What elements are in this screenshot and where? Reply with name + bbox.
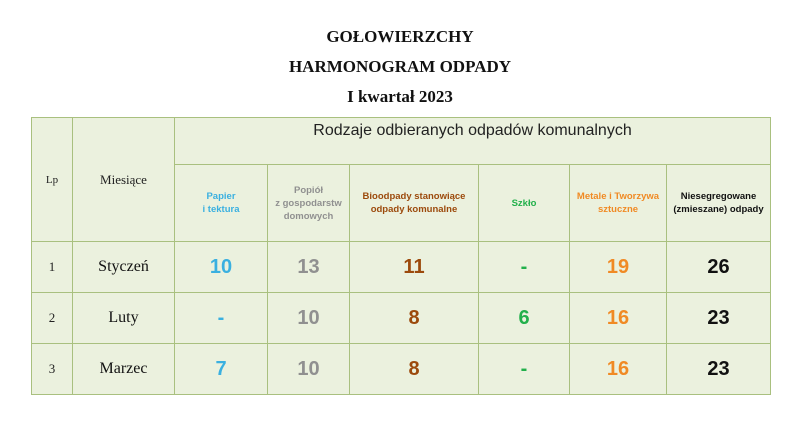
schedule-table <box>31 117 771 395</box>
category-label-line: sztuczne <box>597 204 639 215</box>
header-row-group <box>32 118 771 165</box>
lp-header: Lp <box>32 118 73 242</box>
table-row <box>32 344 771 395</box>
day-mixed: 23 <box>667 344 771 395</box>
day-metals-plastics: 19 <box>570 242 667 293</box>
day-glass: 6 <box>479 293 570 344</box>
category-label-line: Popiół <box>293 184 324 196</box>
category-label-line: Szkło <box>511 197 537 209</box>
row-number: 2 <box>32 293 73 344</box>
month-header: Miesiące <box>73 118 175 242</box>
title-schedule: HARMONOGRAM ODPADY <box>288 57 512 76</box>
day-paper: - <box>175 293 268 344</box>
table-row <box>32 242 771 293</box>
day-metals-plastics: 16 <box>570 293 667 344</box>
row-number: 1 <box>32 242 73 293</box>
category-label-line: domowych <box>283 210 334 222</box>
month-name: Marzec <box>73 344 175 395</box>
category-label-line: Bioodpady stanowiące <box>362 191 466 202</box>
day-biowaste: 8 <box>350 344 479 395</box>
day-biowaste: 8 <box>350 293 479 344</box>
day-glass: - <box>479 242 570 293</box>
category-label-line: Metale i Tworzywa <box>576 191 660 202</box>
day-mixed: 23 <box>667 293 771 344</box>
day-ash: 13 <box>268 242 350 293</box>
category-label-line: i tektura <box>202 204 240 215</box>
row-number: 3 <box>32 344 73 395</box>
category-label-line: odpady komunalne <box>370 204 458 215</box>
category-biowaste <box>350 165 479 242</box>
category-mixed <box>667 165 771 242</box>
day-metals-plastics: 16 <box>570 344 667 395</box>
day-ash: 10 <box>268 344 350 395</box>
day-ash: 10 <box>268 293 350 344</box>
title-quarter: I kwartał 2023 <box>347 87 453 106</box>
category-label-line: Niesegregowane <box>680 191 757 202</box>
category-ash <box>268 165 350 242</box>
category-label-line: Papier <box>206 191 236 202</box>
day-glass: - <box>479 344 570 395</box>
day-paper: 10 <box>175 242 268 293</box>
category-metals-plastics <box>570 165 667 242</box>
month-name: Luty <box>73 293 175 344</box>
month-name: Styczeń <box>73 242 175 293</box>
table-row <box>32 293 771 344</box>
title-block <box>0 22 800 112</box>
day-paper: 7 <box>175 344 268 395</box>
category-label-line: (zmieszane) odpady <box>673 204 764 215</box>
title-location: GOŁOWIERZCHY <box>326 27 474 46</box>
category-glass <box>479 165 570 242</box>
day-mixed: 26 <box>667 242 771 293</box>
category-paper <box>175 165 268 242</box>
day-biowaste: 11 <box>350 242 479 293</box>
category-label-line: z gospodarstw <box>275 197 342 209</box>
waste-types-header: Rodzaje odbieranych odpadów komunalnych <box>175 118 771 165</box>
